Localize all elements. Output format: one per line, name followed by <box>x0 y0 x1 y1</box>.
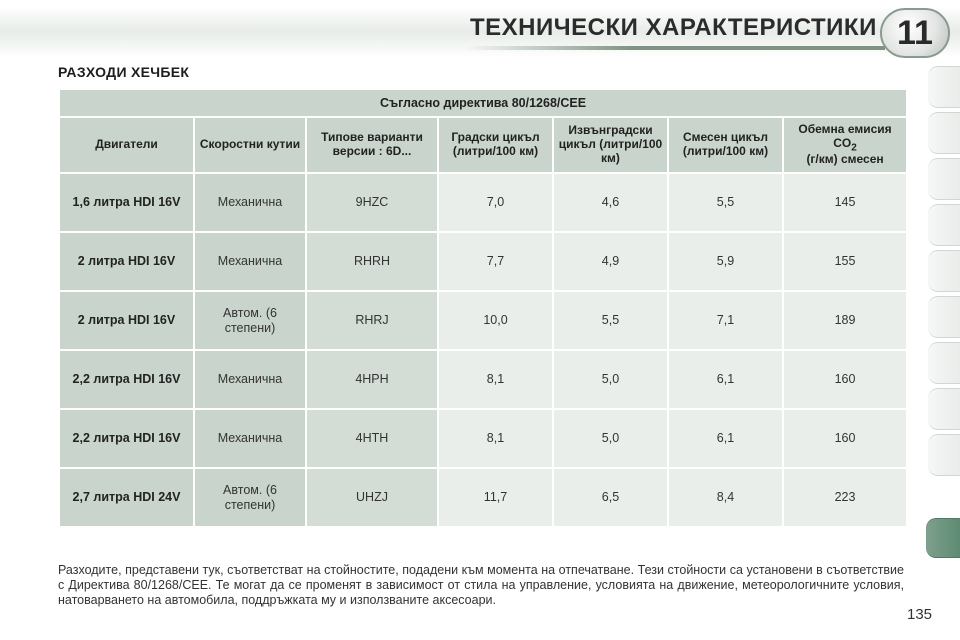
column-header: Извънградски цикъл (литри/100 км) <box>554 118 667 172</box>
table-row <box>60 410 906 467</box>
version-code-cell: 4HTH <box>307 410 437 467</box>
engine-cell: 2 литра HDI 16V <box>60 292 193 349</box>
transmission-cell: Автом. (6 степени) <box>195 469 305 526</box>
co2-cell: 160 <box>784 410 906 467</box>
co2-cell: 223 <box>784 469 906 526</box>
engine-cell: 2 литра HDI 16V <box>60 233 193 290</box>
table-row <box>60 351 906 408</box>
co2-cell: 155 <box>784 233 906 290</box>
chapter-tab[interactable] <box>928 388 960 430</box>
version-code-cell: 4HPH <box>307 351 437 408</box>
footnote-text: Разходите, представени тук, съответстват на стойностите, подадени към момента на отпечатване. Тези стойности са установени в съответствие с Директива 80/1268/CEE. Те могат да се променят в зависимост от стила на управление, условията на движение, метеорологичните условия, натоварването на автомобила, поддръжката му и използваните аксесоари. <box>58 563 904 607</box>
combined-cell: 5,5 <box>669 174 782 231</box>
consumption-table <box>58 88 908 528</box>
column-header <box>784 118 906 172</box>
transmission-cell: Механична <box>195 233 305 290</box>
transmission-cell: Механична <box>195 351 305 408</box>
directive-header: Съгласно директива 80/1268/CEE <box>60 90 906 116</box>
engine-cell: 2,7 литра HDI 24V <box>60 469 193 526</box>
table-row <box>60 233 906 290</box>
engine-cell: 1,6 литра HDI 16V <box>60 174 193 231</box>
chapter-tab-active[interactable] <box>926 518 960 558</box>
column-header: Градски цикъл (литри/100 км) <box>439 118 552 172</box>
transmission-cell: Механична <box>195 174 305 231</box>
column-header: Смесен цикъл (литри/100 км) <box>669 118 782 172</box>
urban-cell: 8,1 <box>439 410 552 467</box>
page-title: ТЕХНИЧЕСКИ ХАРАКТЕРИСТИКИ <box>470 14 877 41</box>
table-row <box>60 174 906 231</box>
extra-urban-cell: 5,0 <box>554 410 667 467</box>
version-code-cell: UHZJ <box>307 469 437 526</box>
extra-urban-cell: 4,6 <box>554 174 667 231</box>
combined-cell: 7,1 <box>669 292 782 349</box>
urban-cell: 7,7 <box>439 233 552 290</box>
page-number: 135 <box>907 606 933 623</box>
extra-urban-cell: 6,5 <box>554 469 667 526</box>
combined-cell: 5,9 <box>669 233 782 290</box>
urban-cell: 7,0 <box>439 174 552 231</box>
column-header: Скоростни кутии <box>195 118 305 172</box>
co2-cell: 145 <box>784 174 906 231</box>
section-title: РАЗХОДИ ХЕЧБЕК <box>58 64 190 80</box>
transmission-cell: Механична <box>195 410 305 467</box>
version-code-cell: 9HZC <box>307 174 437 231</box>
engine-cell: 2,2 литра HDI 16V <box>60 410 193 467</box>
chapter-tab[interactable] <box>928 158 960 200</box>
column-header: Типове варианти версии : 6D... <box>307 118 437 172</box>
extra-urban-cell: 5,0 <box>554 351 667 408</box>
chapter-tabs <box>928 66 960 536</box>
table-row <box>60 469 906 526</box>
co2-unit: (г/км) смесен <box>806 152 884 167</box>
chapter-tab[interactable] <box>928 112 960 154</box>
co2-cell: 189 <box>784 292 906 349</box>
version-code-cell: RHRH <box>307 233 437 290</box>
extra-urban-cell: 5,5 <box>554 292 667 349</box>
co2-subscript: 2 <box>851 141 857 153</box>
chapter-tab[interactable] <box>928 250 960 292</box>
chapter-number-badge: 11 <box>880 8 950 58</box>
extra-urban-cell: 4,9 <box>554 233 667 290</box>
transmission-cell: Автом. (6 степени) <box>195 292 305 349</box>
header-underline <box>465 46 885 50</box>
version-code-cell: RHRJ <box>307 292 437 349</box>
combined-cell: 8,4 <box>669 469 782 526</box>
chapter-tab[interactable] <box>928 342 960 384</box>
co2-label: Обемна емисия CO <box>798 121 892 150</box>
urban-cell: 11,7 <box>439 469 552 526</box>
chapter-tab[interactable] <box>928 66 960 108</box>
column-header: Двигатели <box>60 118 193 172</box>
table-row <box>60 292 906 349</box>
co2-cell: 160 <box>784 351 906 408</box>
urban-cell: 10,0 <box>439 292 552 349</box>
chapter-tab[interactable] <box>928 434 960 476</box>
chapter-tab[interactable] <box>928 296 960 338</box>
engine-cell: 2,2 литра HDI 16V <box>60 351 193 408</box>
combined-cell: 6,1 <box>669 410 782 467</box>
combined-cell: 6,1 <box>669 351 782 408</box>
urban-cell: 8,1 <box>439 351 552 408</box>
chapter-tab[interactable] <box>928 204 960 246</box>
